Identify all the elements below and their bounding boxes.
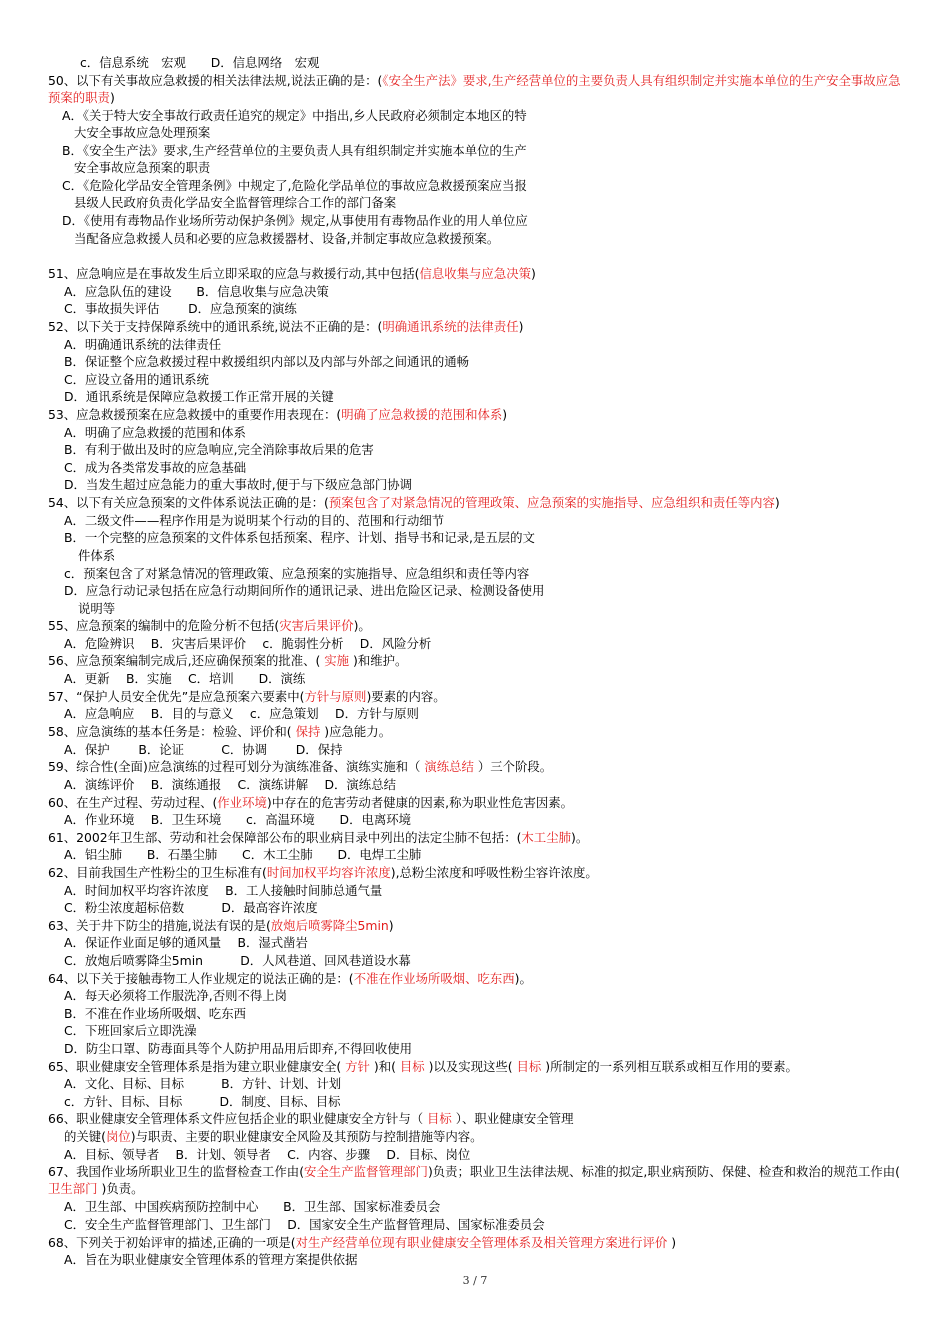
answer-text: 演练总结 bbox=[424, 759, 474, 774]
option-line: D．通讯系统是保障应急救援工作正常开展的关键 bbox=[64, 389, 334, 404]
option-line: B．有利于做出及时的应急响应,完全消除事故后果的危害 bbox=[64, 442, 374, 457]
question-text: ) bbox=[502, 407, 508, 422]
question-text: ) bbox=[774, 495, 780, 510]
answer-text: 放炮后喷雾降尘5min bbox=[270, 918, 389, 933]
question-text: )中存在的危害劳动者健康的因素,称为职业性危害因素。 bbox=[266, 795, 574, 810]
option-line: C．安全生产监督管理部门、卫生部门 D．国家安全生产监督管理局、国家标准委员会 bbox=[64, 1217, 545, 1232]
option-line: A．《关于特大安全事故行政责任追究的规定》中指出,乡人民政府必须制定本地区的特 bbox=[62, 108, 527, 123]
option-line: C．《危险化学品安全管理条例》中规定了,危险化学品单位的事故应急救援预案应当报 bbox=[62, 178, 527, 193]
question-text: 54、以下有关应急预案的文件体系说法正确的是：( bbox=[48, 495, 329, 510]
option-line: 件体系 bbox=[78, 548, 116, 563]
option-line: 大安全事故应急处理预案 bbox=[74, 125, 211, 140]
question-text: 59、综合性(全面)应急演练的过程可划分为演练准备、演练实施和（ bbox=[48, 759, 425, 774]
option-line: A．应急队伍的建设 B．信息收集与应急决策 bbox=[64, 284, 329, 299]
answer-text: 目标 bbox=[399, 1059, 425, 1074]
option-line: 当配备应急救援人员和必要的应急救援器材、设备,并制定事故应急救援预案。 bbox=[74, 231, 500, 246]
answer-text: 明确通讯系统的法律责任 bbox=[382, 319, 519, 334]
option-line: D．应急行动记录包括在应急行动期间所作的通讯记录、进出危险区记录、检测设备使用 bbox=[64, 583, 545, 598]
option-line: C．成为各类常发事故的应急基础 bbox=[64, 460, 247, 475]
option-line: C．应设立备用的通讯系统 bbox=[64, 372, 209, 387]
question-text: 62、目前我国生产性粉尘的卫生标准有( bbox=[48, 865, 267, 880]
question-text: ) bbox=[109, 90, 115, 105]
question-text: )和( bbox=[369, 1059, 400, 1074]
question-67 bbox=[48, 1163, 910, 1197]
question-56 bbox=[48, 652, 407, 669]
option-line: A．文化、目标、目标 B．方针、计划、计划 bbox=[64, 1076, 342, 1091]
question-text: 68、下列关于初始评审的描述,正确的一项是( bbox=[48, 1235, 296, 1250]
option-line: 说明等 bbox=[78, 601, 116, 616]
option-line: A．二级文件——程序作用是为说明某个行动的目的、范围和行动细节 bbox=[64, 513, 445, 528]
question-62 bbox=[48, 864, 598, 881]
question-text: )以及实现这些( bbox=[424, 1059, 517, 1074]
question-text: 的关键( bbox=[64, 1129, 107, 1144]
question-52 bbox=[48, 318, 523, 335]
answer-text: 保持 bbox=[295, 724, 321, 739]
option-line: D．当发生超过应急能力的重大事故时,便于与下级应急部门协调 bbox=[64, 477, 413, 492]
answer-text: 安全生产监督管理部门 bbox=[304, 1164, 428, 1179]
option-line: c．方针、目标、目标 D．制度、目标、目标 bbox=[64, 1094, 341, 1109]
option-line: c．信息系统 宏观 D．信息网络 宏观 bbox=[80, 55, 320, 70]
answer-text: 方针与原则 bbox=[304, 689, 367, 704]
question-text: 53、应急救援预案在应急救援中的重要作用表现在：( bbox=[48, 407, 342, 422]
question-text: )与职责、主要的职业健康安全风险及其预防与控制措施等内容。 bbox=[130, 1129, 483, 1144]
question-55 bbox=[48, 617, 371, 634]
question-text: )。 bbox=[353, 618, 371, 633]
question-text: ),总粉尘浓度和呼吸性粉尘容许浓度。 bbox=[390, 865, 598, 880]
question-text: 66、职业健康安全管理体系文件应包括企业的职业健康安全方针与（ bbox=[48, 1111, 428, 1126]
question-text: )负责；职业卫生法律法规、标准的拟定,职业病预防、保健、检查和救治的规范工作由( bbox=[427, 1164, 900, 1179]
answer-text: 木工尘肺 bbox=[521, 830, 571, 845]
question-text: )。 bbox=[514, 971, 532, 986]
question-57 bbox=[48, 688, 446, 705]
question-text: )。 bbox=[570, 830, 589, 845]
answer-text: 《安全生产法》要求,生产经营单位的主要负责人具有组织制定并实施本单位的生产安全事故应急预案的职责 bbox=[48, 73, 901, 105]
question-68 bbox=[48, 1234, 676, 1251]
question-50 bbox=[48, 72, 910, 106]
question-text: ）、职业健康安全管理 bbox=[451, 1111, 574, 1126]
option-line: A．目标、领导者 B．计划、领导者 C．内容、步骤 D．目标、岗位 bbox=[64, 1147, 471, 1162]
question-66-continued bbox=[64, 1128, 483, 1145]
option-line: A．旨在为职业健康安全管理体系的管理方案提供依据 bbox=[64, 1252, 358, 1267]
question-65 bbox=[48, 1058, 798, 1075]
question-58 bbox=[48, 723, 391, 740]
question-text: ) bbox=[667, 1235, 677, 1250]
answer-text: 预案包含了对紧急情况的管理政策、应急预案的实施指导、应急组织和责任等内容 bbox=[328, 495, 775, 510]
question-text: 64、以下关于接触毒物工人作业规定的说法正确的是：( bbox=[48, 971, 354, 986]
question-text: )应急能力。 bbox=[320, 724, 392, 739]
answer-text: 实施 bbox=[324, 653, 350, 668]
question-text: )要素的内容。 bbox=[366, 689, 446, 704]
answer-text: 卫生部门 bbox=[48, 1181, 98, 1196]
answer-text: 信息收集与应急决策 bbox=[419, 266, 531, 281]
option-line: C．放炮后喷雾降尘5min D．人风巷道、回风巷道设水幕 bbox=[64, 953, 411, 968]
answer-text: 灾害后果评价 bbox=[279, 618, 354, 633]
question-59 bbox=[48, 758, 552, 775]
question-51 bbox=[48, 265, 536, 282]
option-line: A．明确通讯系统的法律责任 bbox=[64, 337, 222, 352]
answer-text: 目标 bbox=[427, 1111, 452, 1126]
option-line: D．《使用有毒物品作业场所劳动保护条例》规定,从事使用有毒物品作业的用人单位应 bbox=[62, 213, 528, 228]
answer-text: 明确了应急救援的范围和体系 bbox=[341, 407, 503, 422]
answer-text: 目标 bbox=[516, 1059, 542, 1074]
option-line: B．保证整个应急救援过程中救援组织内部以及内部与外部之间通讯的通畅 bbox=[64, 354, 469, 369]
answer-text: 对生产经营单位现有职业健康安全管理体系及相关管理方案进行评价 bbox=[295, 1235, 668, 1250]
question-53 bbox=[48, 406, 507, 423]
question-text: 67、我国作业场所职业卫生的监督检查工作由( bbox=[48, 1164, 305, 1179]
question-63 bbox=[48, 917, 394, 934]
page-number: 3 / 7 bbox=[462, 1274, 488, 1287]
question-text: 52、以下关于支持保障系统中的通讯系统,说法不正确的是：( bbox=[48, 319, 383, 334]
option-line: A．铝尘肺 B．石墨尘肺 C．木工尘肺 D．电焊工尘肺 bbox=[64, 847, 422, 862]
option-line: A．演练评价 B．演练通报 C．演练讲解 D．演练总结 bbox=[64, 777, 396, 792]
answer-text: 不准在作业场所吸烟、吃东西 bbox=[353, 971, 515, 986]
question-text: ) bbox=[518, 319, 524, 334]
question-text: 57、“保护人员安全优先”是应急预案六要素中( bbox=[48, 689, 305, 704]
option-line: B．不准在作业场所吸烟、吃东西 bbox=[64, 1006, 246, 1021]
question-text: 60、在生产过程、劳动过程、( bbox=[48, 795, 218, 810]
option-line: 安全事故应急预案的职责 bbox=[74, 160, 211, 175]
answer-text: 岗位 bbox=[106, 1129, 131, 1144]
question-60 bbox=[48, 794, 573, 811]
question-text: 65、职业健康安全管理体系是指为建立职业健康安全( bbox=[48, 1059, 346, 1074]
question-text: 58、应急演练的基本任务是：检验、评价和( bbox=[48, 724, 296, 739]
option-line: C．事故损失评估 D．应急预案的演练 bbox=[64, 301, 297, 316]
question-text: ）三个阶段。 bbox=[473, 759, 553, 774]
option-line: C．粉尘浓度超标倍数 D．最高容许浓度 bbox=[64, 900, 318, 915]
answer-text: 时间加权平均容许浓度 bbox=[266, 865, 391, 880]
option-line: C．下班回家后立即洗澡 bbox=[64, 1023, 197, 1038]
option-line: A．应急响应 B．目的与意义 c．应急策划 D．方针与原则 bbox=[64, 706, 419, 721]
question-text: )和维护。 bbox=[349, 653, 408, 668]
option-line: A．危险辨识 B．灾害后果评价 c．脆弱性分析 D．风险分析 bbox=[64, 636, 432, 651]
question-66 bbox=[48, 1110, 573, 1127]
option-line: A．每天必须将工作服洗净,否则不得上岗 bbox=[64, 988, 288, 1003]
option-line: 县级人民政府负责化学品安全监督管理综合工作的部门备案 bbox=[74, 195, 397, 210]
option-line: A．保证作业面足够的通风量 B．湿式凿岩 bbox=[64, 935, 308, 950]
option-line: D．防尘口罩、防毒面具等个人防护用品用后即弃,不得回收使用 bbox=[64, 1041, 413, 1056]
question-text: 63、关于井下防尘的措施,说法有误的是( bbox=[48, 918, 271, 933]
question-text: ) bbox=[388, 918, 394, 933]
option-line: B．一个完整的应急预案的文件体系包括预案、程序、计划、指导书和记录,是五层的文 bbox=[64, 530, 535, 545]
question-64 bbox=[48, 970, 532, 987]
answer-text: 作业环境 bbox=[217, 795, 267, 810]
option-line: A．明确了应急救援的范围和体系 bbox=[64, 425, 246, 440]
option-line: c．预案包含了对紧急情况的管理政策、应急预案的实施指导、应急组织和责任等内容 bbox=[64, 566, 530, 581]
question-text: 56、应急预案编制完成后,还应确保预案的批准、( bbox=[48, 653, 325, 668]
question-text: 61、2002年卫生部、劳动和社会保障部公布的职业病目录中列出的法定尘肺不包括：( bbox=[48, 830, 522, 845]
question-61 bbox=[48, 829, 588, 846]
answer-text: 方针 bbox=[345, 1059, 370, 1074]
option-line: A．卫生部、中国疾病预防控制中心 B．卫生部、国家标准委员会 bbox=[64, 1199, 441, 1214]
question-text: 50、以下有关事故应急救援的相关法律法规,说法正确的是：( bbox=[48, 73, 383, 88]
option-line: B．《安全生产法》要求,生产经营单位的主要负责人具有组织制定并实施本单位的生产 bbox=[62, 143, 527, 158]
question-text: ) bbox=[531, 266, 536, 281]
option-line: A．时间加权平均容许浓度 B．工人接触时间肺总通气量 bbox=[64, 883, 383, 898]
question-text: 51、应急响应是在事故发生后立即采取的应急与救援行动,其中包括( bbox=[48, 266, 420, 281]
option-line: A．作业环境 B．卫生环境 c．高温环境 D．电离环境 bbox=[64, 812, 412, 827]
question-text: )所制定的一系列相互联系或相互作用的要素。 bbox=[541, 1059, 798, 1074]
option-line: A．保护 B．论证 C．协调 D．保持 bbox=[64, 742, 343, 757]
question-text: )负责。 bbox=[97, 1181, 144, 1196]
question-54 bbox=[48, 494, 780, 511]
question-text: 55、应急预案的编制中的危险分析不包括( bbox=[48, 618, 280, 633]
option-line: A．更新 B．实施 C．培训 D．演练 bbox=[64, 671, 306, 686]
